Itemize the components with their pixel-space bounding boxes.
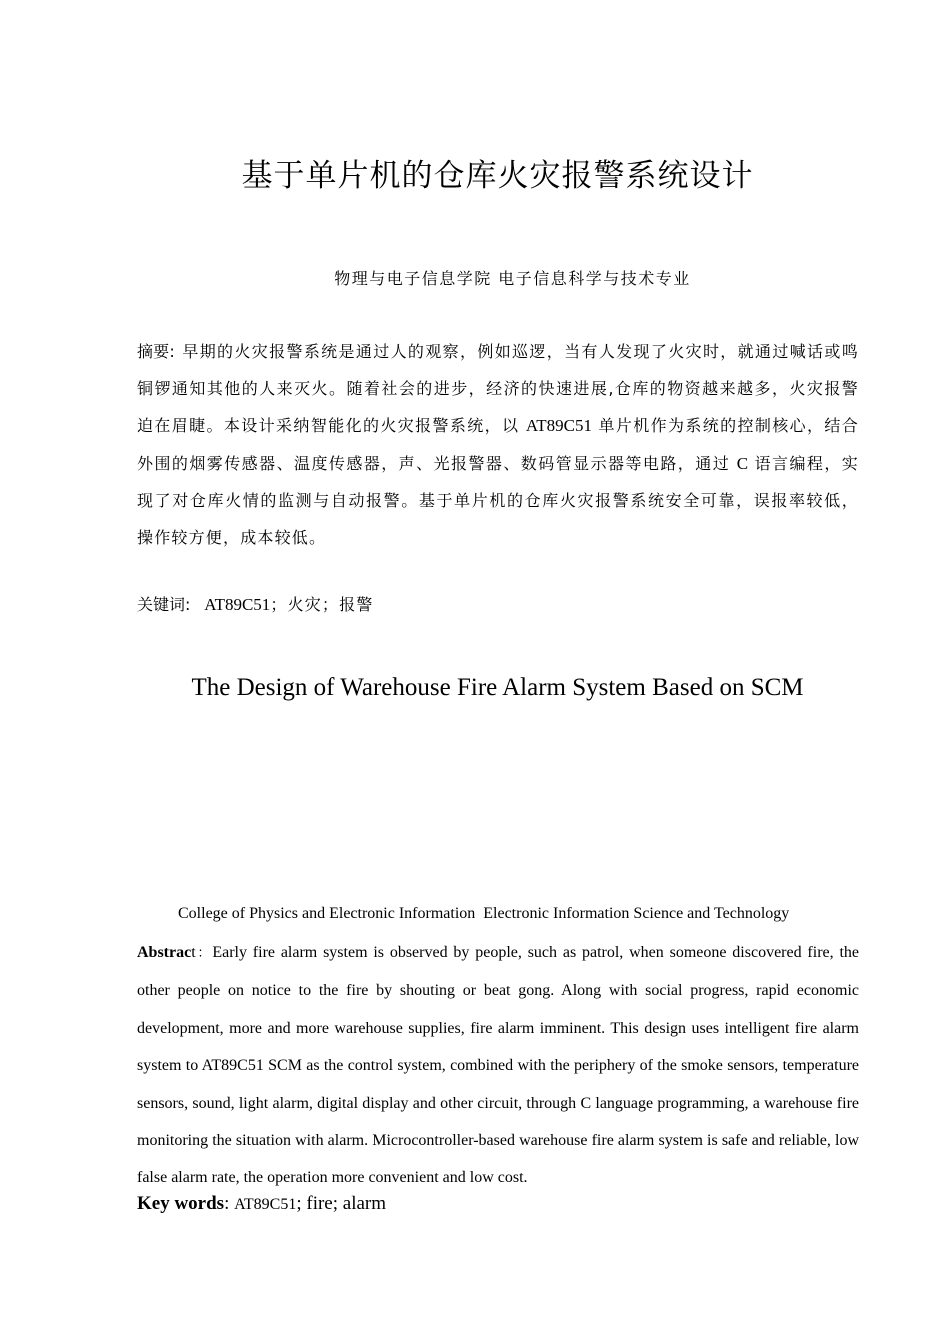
- chinese-title: 基于单片机的仓库火灾报警系统设计: [241, 158, 754, 194]
- english-keywords-mcu: AT89C51: [234, 1196, 297, 1213]
- chinese-abstract-separator: :: [169, 342, 183, 361]
- english-abstract-label-tail: t: [191, 944, 196, 961]
- english-keywords-label: Key words: [137, 1193, 225, 1214]
- chinese-keywords-rest: ；火灾；报警: [270, 595, 374, 614]
- chinese-keywords: [137, 592, 374, 615]
- english-abstract-separator: ：: [195, 946, 213, 961]
- english-keywords-rest: ; fire; alarm: [296, 1193, 387, 1214]
- english-abstract-label: Abstrac: [137, 944, 192, 961]
- english-keywords-separator: :: [224, 1193, 235, 1214]
- chinese-keywords-separator: :: [185, 595, 205, 614]
- english-title: The Design of Warehouse Fire Alarm System Based on SCM: [191, 674, 804, 701]
- english-abstract: [137, 934, 859, 1197]
- english-keywords: [137, 1193, 386, 1215]
- chinese-abstract-mcu: AT89C51: [525, 416, 592, 436]
- chinese-abstract-text-3: 语言编程，实现了对仓库火情的监测与自动报警。基于单片机的仓库火灾报警系统安全可靠，误报率较低，操作较方便，成本较低。: [137, 453, 859, 548]
- chinese-abstract: [137, 333, 859, 556]
- chinese-keywords-label: 关键词: [137, 595, 186, 614]
- chinese-abstract-text-2: 单片机作为系统的控制核心，结合外围的烟雾传感器、温度传感器，声、光报警器、数码管显示器等电路，通过: [137, 416, 859, 473]
- english-abstract-text: Early fire alarm system is observed by people, such as patrol, when someone discovered fire, the other people on notice to the fire by shouting or beat gong. Along with social progress, rapid economic development, more and more warehouse supplies, fire alarm imminent. This design uses intelligent fire alarm system to AT89C51 SCM as the control system, combined with the periphery of the smoke sensors, temperature sensors, sound, light alarm, digital display and other circuit, through C language programming, a warehouse fire monitoring the situation with alarm. Microcontroller-based warehouse fire alarm system is safe and reliable, low false alarm rate, the operation more convenient and low cost.: [137, 944, 859, 1187]
- chinese-affiliation: 物理与电子信息学院 电子信息科学与技术专业: [334, 269, 691, 288]
- english-affiliation: College of Physics and Electronic Information Electronic Information Science and Technology: [178, 905, 790, 922]
- chinese-abstract-text-1: 早期的火灾报警系统是通过人的观察，例如巡逻，当有人发现了火灾时，就通过喊话或鸣铜锣通知其他的人来灭火。随着社会的进步，经济的快速进展,仓库的物资越来越多，火灾报警迫在眉睫。本设计采纳智能化的火灾报警系统，以: [137, 342, 859, 436]
- chinese-abstract-lang: C: [736, 453, 749, 473]
- chinese-abstract-label: 摘要: [137, 342, 170, 361]
- chinese-keywords-mcu: AT89C51: [204, 595, 271, 614]
